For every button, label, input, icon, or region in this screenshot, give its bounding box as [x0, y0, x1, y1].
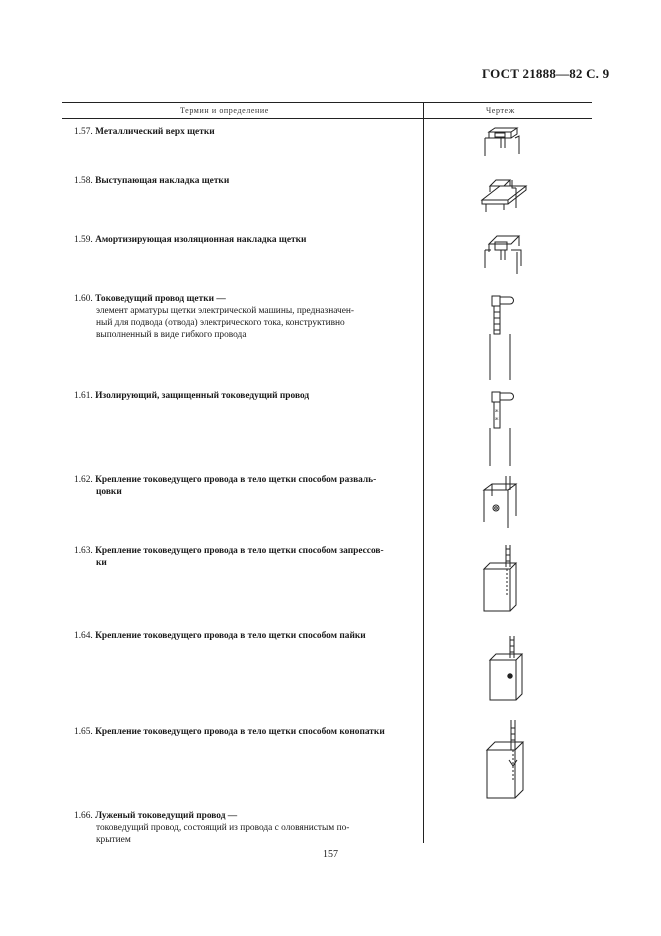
svg-text:ж: ж — [495, 417, 499, 422]
entry-term-continuation: цовки — [96, 487, 122, 497]
entry-1-60 — [74, 293, 420, 341]
svg-text:ж: ж — [495, 409, 499, 414]
entry-term: Токоведущий провод щетки — — [95, 294, 226, 304]
page-number: 157 — [323, 849, 338, 860]
entry-number: 1.58. — [74, 176, 93, 186]
column-header-drawing: Чертеж — [486, 106, 515, 115]
entry-term: Крепление токоведущего провода в тело щетки способом разваль- — [95, 475, 377, 485]
brush-protruding-plate-icon — [478, 172, 530, 212]
entry-term: Металлический верх щетки — [95, 127, 215, 137]
entry-term: Луженый токоведущий провод — — [95, 811, 238, 821]
insulated-lead-wire-icon — [486, 390, 520, 466]
entry-term: Крепление токоведущего провода в тело щетки способом запрессов- — [95, 546, 384, 556]
definition-line: ный для подвода (отвода) электрического тока, конструктивно — [96, 318, 345, 328]
entry-term: Изолирующий, защищенный токоведущий провод — [95, 391, 310, 401]
entry-definition — [74, 305, 420, 341]
entry-1-63 — [74, 545, 420, 569]
definition-line: элемент арматуры щетки электрической машины, предназначен- — [96, 306, 355, 316]
entry-1-59 — [74, 234, 420, 246]
caulking-attachment-icon — [483, 720, 527, 802]
entry-number: 1.64. — [74, 631, 93, 641]
table-column-divider — [423, 103, 424, 843]
entry-number: 1.65. — [74, 727, 93, 737]
riveting-attachment-icon — [480, 476, 522, 536]
entry-definition — [74, 822, 420, 846]
column-header-term: Термин и определение — [180, 106, 269, 115]
entry-number: 1.60. — [74, 294, 93, 304]
entry-number: 1.59. — [74, 235, 93, 245]
definition-line: токоведущий провод, состоящий из провода с оловянистым по- — [96, 823, 350, 833]
entry-1-62 — [74, 474, 420, 498]
entry-number: 1.57. — [74, 127, 93, 137]
entry-1-57 — [74, 126, 420, 138]
entry-1-65 — [74, 726, 420, 738]
brush-lead-wire-icon — [486, 294, 520, 380]
definition-line: выполненный в виде гибкого провода — [96, 330, 247, 340]
entry-term: Крепление токоведущего провода в тело щетки способом конопатки — [95, 727, 385, 737]
entry-number: 1.61. — [74, 391, 93, 401]
entry-number: 1.62. — [74, 475, 93, 485]
entry-1-64 — [74, 630, 420, 642]
entry-term-continuation: ки — [96, 558, 107, 568]
brush-metal-top-icon — [483, 126, 523, 158]
entry-number: 1.63. — [74, 546, 93, 556]
press-fit-attachment-icon — [480, 545, 524, 617]
entry-term: Крепление токоведущего провода в тело щетки способом пайки — [95, 631, 366, 641]
brush-shock-absorbing-plate-icon — [481, 232, 527, 274]
entry-1-61 — [74, 390, 420, 402]
entry-1-66 — [74, 810, 420, 846]
definition-line: крытием — [96, 835, 131, 845]
table-top-rule — [62, 102, 592, 103]
entry-term: Выступающая накладка щетки — [95, 176, 230, 186]
entry-term: Амортизирующая изоляционная накладка щетки — [95, 235, 307, 245]
entry-number: 1.66. — [74, 811, 93, 821]
entry-1-58 — [74, 175, 420, 187]
soldering-attachment-icon — [484, 636, 526, 706]
table-header-rule — [62, 118, 592, 119]
page-header-doc-ref: ГОСТ 21888—82 С. 9 — [482, 66, 610, 81]
